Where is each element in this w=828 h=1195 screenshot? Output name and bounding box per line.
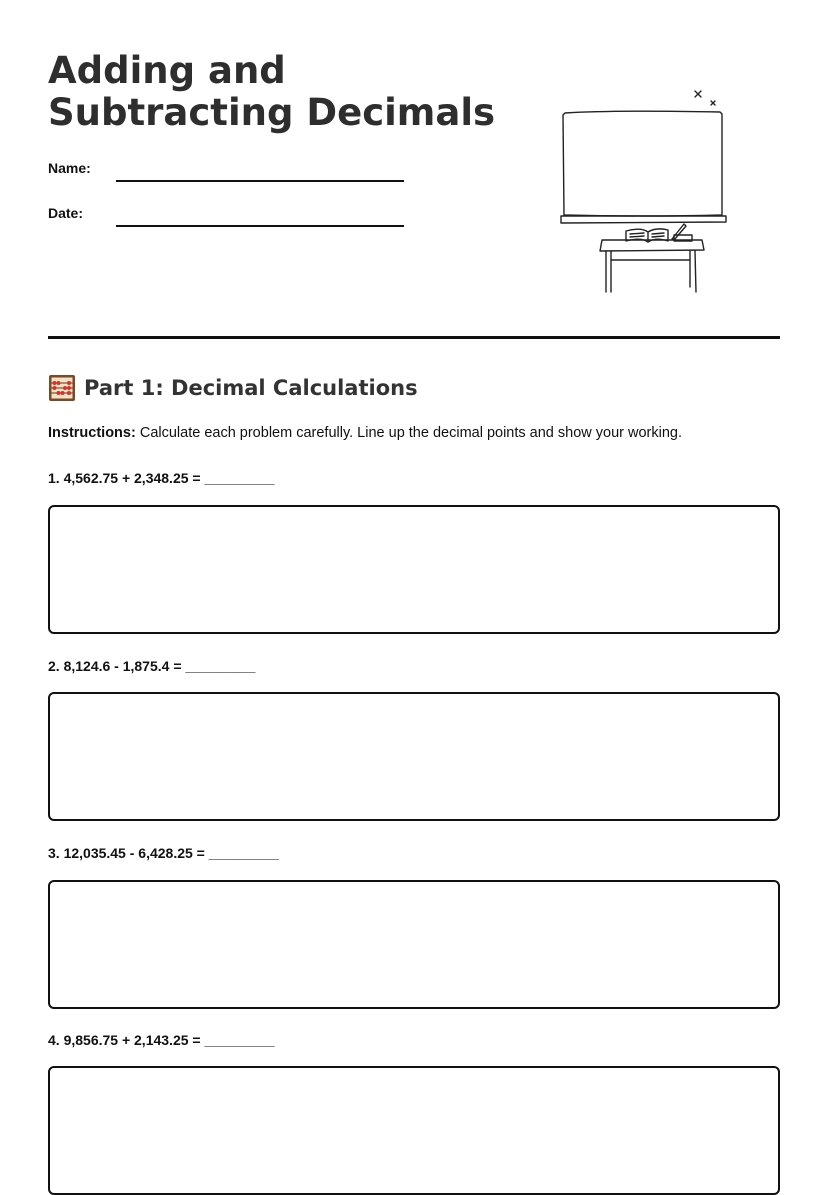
section-heading (48, 374, 418, 402)
name-field[interactable] (116, 180, 404, 182)
instructions (48, 425, 682, 441)
answer-box-3[interactable] (48, 880, 780, 1009)
answer-box-1[interactable] (48, 505, 780, 634)
name-label: Name: (48, 160, 91, 176)
section-divider (48, 336, 780, 339)
problem-1: 1. 4,562.75 + 2,348.25 = _________ (48, 470, 275, 486)
answer-box-2[interactable] (48, 692, 780, 821)
date-label: Date: (48, 205, 84, 221)
problem-4: 4. 9,856.75 + 2,143.25 = _________ (48, 1032, 275, 1048)
problem-2: 2. 8,124.6 - 1,875.4 = _________ (48, 658, 256, 674)
instructions-label: Instructions: (48, 425, 136, 441)
section-title: Part 1: Decimal Calculations (84, 376, 418, 400)
instructions-text: Calculate each problem carefully. Line up the decimal points and show your working. (139, 425, 683, 441)
worksheet-title: Adding and Subtracting Decimals (48, 49, 496, 134)
date-field[interactable] (116, 225, 404, 227)
classroom-chalkboard-illustration (556, 84, 732, 298)
problem-3: 3. 12,035.45 - 6,428.25 = _________ (48, 845, 279, 861)
answer-box-4[interactable] (48, 1066, 780, 1195)
abacus-icon (48, 374, 76, 402)
